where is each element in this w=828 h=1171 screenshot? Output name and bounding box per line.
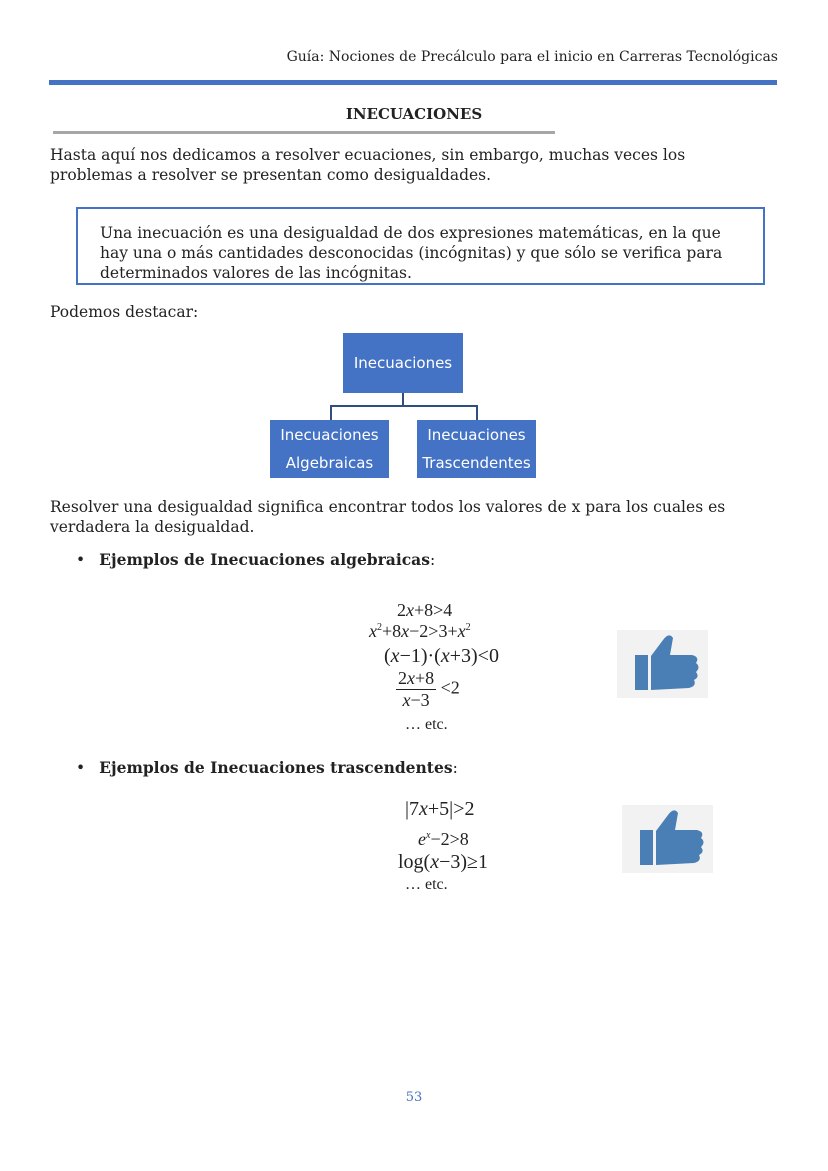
connector	[330, 405, 332, 420]
equation: $e^x-2>8$	[418, 829, 469, 849]
section-title: INECUACIONES	[345, 105, 483, 123]
diagram-root-node	[343, 333, 463, 393]
node-label: Algebraicas	[285, 454, 374, 472]
header-rule	[49, 80, 777, 85]
equation: |7x+5|>2	[405, 798, 475, 820]
intro-paragraph: Hasta aquí nos dedicamos a resolver ecuaciones, sin embargo, muchas veces los problemas a resolver se presentan como desigualdades.	[50, 146, 686, 184]
node-label: Trascendentes	[422, 454, 531, 472]
node-label: Inecuaciones	[427, 426, 526, 444]
bullet-heading: Ejemplos de Inecuaciones trascendentes	[99, 758, 453, 777]
equation-fraction: $\frac{2x+8}{x-3}$ <2	[398, 668, 460, 710]
bullet-transcendent: • Ejemplos de Inecuaciones trascendentes:	[76, 758, 458, 777]
running-header: Guía: Nociones de Precálculo para el inicio en Carreras Tecnológicas	[286, 49, 778, 65]
colon: :	[429, 551, 436, 569]
page-number: 53	[405, 1090, 423, 1105]
title-underline	[53, 131, 555, 134]
equation: log(x−3)≥1	[398, 851, 489, 873]
bullet-algebraic: • Ejemplos de Inecuaciones algebraicas:	[76, 550, 436, 569]
etc-text: … etc.	[405, 876, 448, 893]
bullet-heading: Ejemplos de Inecuaciones algebraicas	[99, 550, 430, 569]
node-label: Inecuaciones	[353, 354, 453, 372]
diagram-node-trascendentes	[417, 420, 536, 478]
diagram-node-algebraicas	[270, 420, 389, 478]
etc-text: … etc.	[405, 716, 448, 733]
thumbs-up-icon	[617, 630, 708, 698]
equation: 2x+8>4	[397, 600, 453, 620]
definition-box: Una inecuación es una desigualdad de dos expresiones matemáticas, en la que hay una o más cantidades desconocidas (incógnitas) y que sólo se verifica para determinados valores de las incógnitas.	[76, 207, 765, 285]
connector	[476, 405, 478, 420]
equation: (x−1)·(x+3)<0	[384, 645, 499, 667]
resolve-paragraph: Resolver una desigualdad significa encontrar todos los valores de x para los cuales es verdadera la desigualdad.	[50, 498, 726, 536]
equation: $x^2+8x-2>3+x^2$	[369, 621, 471, 641]
connector	[402, 393, 404, 405]
lead-text: Podemos destacar:	[50, 303, 199, 321]
connector	[330, 405, 478, 407]
colon: :	[452, 759, 458, 777]
node-label: Inecuaciones	[280, 426, 379, 444]
thumbs-up-icon	[622, 805, 713, 873]
